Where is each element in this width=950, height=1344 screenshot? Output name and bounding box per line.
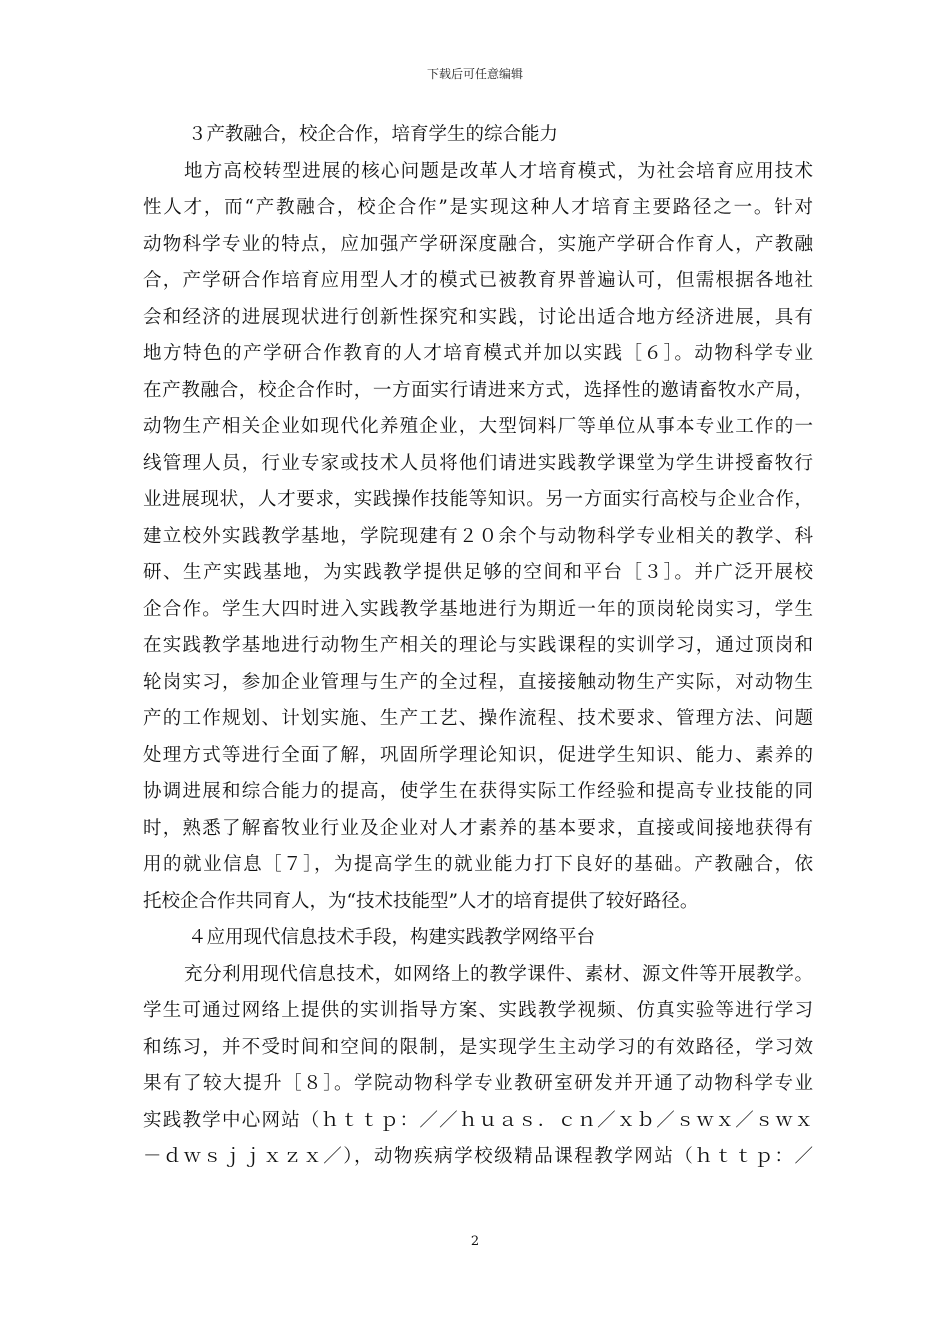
text-line: 研、生产实践基地，为实践教学提供足够的空间和平台［３］。并广泛开展校 [143,562,813,583]
text-line: 业进展现状，人才要求，实践操作技能等知识。另一方面实行高校与企业合作， [143,489,813,510]
document-body [143,117,813,1176]
text-line: 时，熟悉了解畜牧业行业及企业对人才素养的基本要求，直接或间接地获得有 [143,817,813,839]
text-line: 地方特色的产学研合作教育的人才培育模式并加以实践［６］。动物科学专业 [143,343,813,364]
page-header: 下载后可任意编辑 [426,67,523,81]
text-line: 用的就业信息［７］，为提高学生的就业能力打下良好的基础。产教融合，依 [143,854,813,875]
text-line: 学生可通过网络上提供的实训指导方案、实践教学视频、仿真实验等进行学习 [143,1000,813,1021]
text-line: －ｄｗｓｊｊｘｚｘ／），动物疾病学校级精品课程教学网站（ｈｔｔｐ：／ [143,1146,813,1167]
text-line: 处理方式等进行全面了解，巩固所学理论知识，促进学生知识、能力、素养的 [143,744,813,766]
text-line: 产的工作规划、计划实施、生产工艺、操作流程、技术要求、管理方法、问题 [143,708,813,729]
text-line: 建立校外实践教学基地，学院现建有２０余个与动物科学专业相关的教学、科 [143,525,813,547]
text-line: 线管理人员，行业专家或技术人员将他们请进实践教学课堂为学生讲授畜牧行 [143,452,813,474]
text-line: 动物生产相关企业如现代化养殖企业，大型饲料厂等单位从事本专业工作的一 [143,416,813,437]
text-line: 协调进展和综合能力的提高，使学生在获得实际工作经验和提高专业技能的同 [143,781,813,802]
text-line: 果有了较大提升［８］。学院动物科学专业教研室研发并开通了动物科学专业 [143,1073,813,1094]
section-heading: ３产教融合，校企合作，培育学生的综合能力 [188,124,559,145]
text-line: 在产教融合，校企合作时，一方面实行请进来方式，选择性的邀请畜牧水产局， [143,379,813,401]
text-line: 会和经济的进展现状进行创新性探究和实践，讨论出适合地方经济进展，具有 [143,306,813,328]
section-heading: ４应用现代信息技术手段，构建实践教学网络平台 [188,927,596,948]
page-number: 2 [470,1234,480,1249]
text-line: 轮岗实习，参加企业管理与生产的全过程，直接接触动物生产实际，对动物生 [143,671,813,693]
text-line: 合，产学研合作培育应用型人才的模式已被教育界普遍认可，但需根据各地社 [143,270,813,291]
text-line: 性人才，而“产教融合，校企合作”是实现这种人才培育主要路径之一。针对 [143,197,813,218]
paragraph [143,154,813,921]
text-line: 托校企合作共同育人，为“技术技能型”人才的培育提供了较好路径。 [143,890,699,912]
text-line: 和练习，并不受时间和空间的限制，是实现学生主动学习的有效路径，学习效 [143,1036,813,1058]
text-line: 充分利用现代信息技术，如网络上的教学课件、素材、源文件等开展教学。 [184,963,813,985]
text-line: 动物科学专业的特点，应加强产学研深度融合，实施产学研合作育人，产教融 [143,233,813,255]
text-line: 企合作。学生大四时进入实践教学基地进行为期近一年的顶岗轮岗实习，学生 [143,598,813,620]
text-line: 在实践教学基地进行动物生产相关的理论与实践课程的实训学习，通过顶岗和 [143,635,813,656]
text-line: 地方高校转型进展的核心问题是改革人才培育模式，为社会培育应用技术 [184,160,813,182]
text-line: 实践教学中心网站（ｈｔｔｐ：／／ｈｕａｓ．ｃｎ／ｘｂ／ｓｗｘ／ｓｗｘ [143,1109,813,1131]
paragraph [143,957,813,1176]
